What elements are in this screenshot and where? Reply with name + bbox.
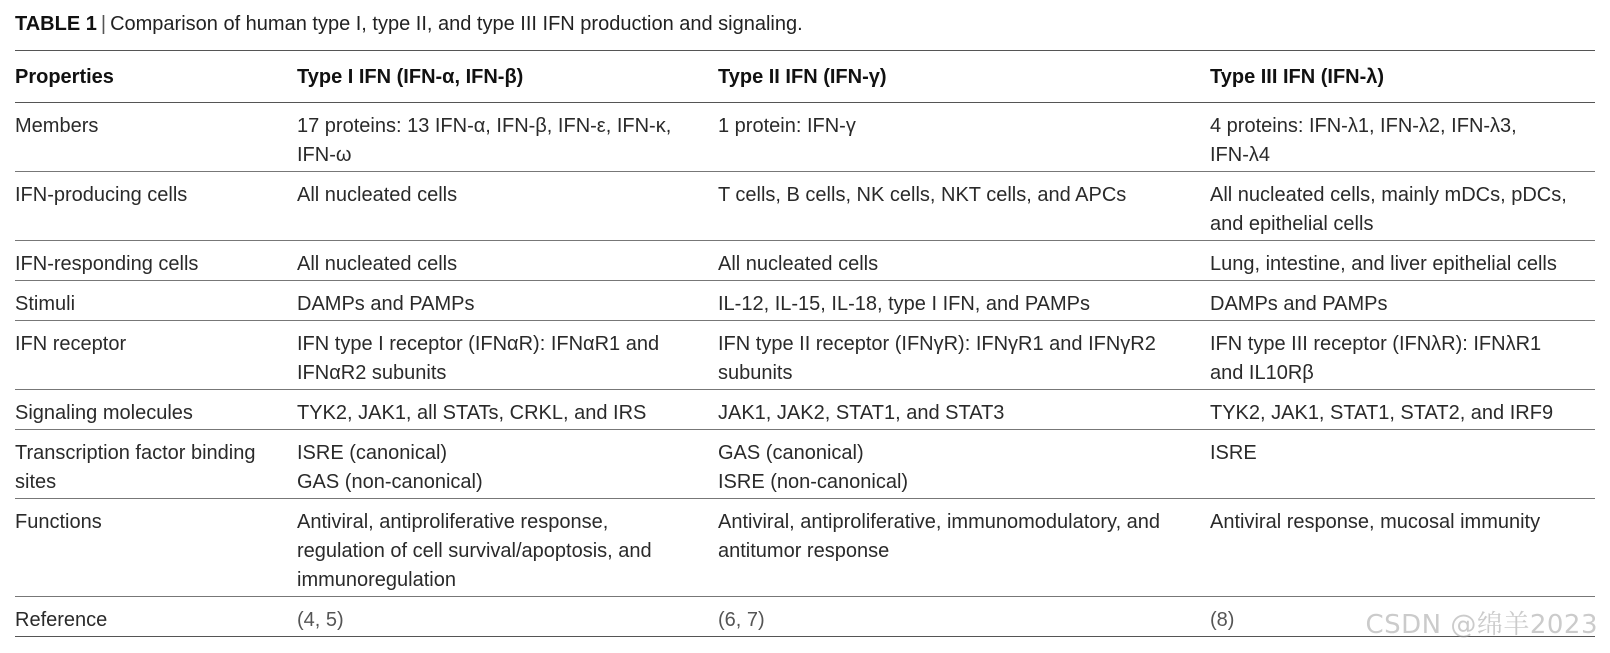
property-cell xyxy=(15,321,297,390)
table-row xyxy=(15,241,1595,281)
table-row xyxy=(15,499,1595,597)
type3-cell xyxy=(1210,499,1595,597)
property-cell xyxy=(15,597,297,637)
type3-cell xyxy=(1210,430,1595,499)
cell-line: IFN type III receptor (IFNλR): IFNλR1 xyxy=(1210,333,1542,355)
cell-line: (8) xyxy=(1210,609,1235,631)
cell-line: Antiviral, antiproliferative response, xyxy=(297,511,609,533)
cell-line: subunits xyxy=(718,362,793,384)
table-row xyxy=(15,430,1595,499)
cell-line: GAS (non-canonical) xyxy=(297,471,483,493)
cell-line: DAMPs and PAMPs xyxy=(297,293,475,315)
column-header-properties: Properties xyxy=(15,66,114,88)
cell-line: IFN-ω xyxy=(297,144,352,166)
table-body xyxy=(15,103,1595,637)
cell-line: IFN-responding cells xyxy=(15,253,199,275)
property-cell xyxy=(15,172,297,241)
cell-line: Antiviral, antiproliferative, immunomodulatory, and xyxy=(718,511,1161,533)
cell-line: All nucleated cells xyxy=(297,253,458,275)
property-cell xyxy=(15,390,297,430)
type1-cell xyxy=(297,499,718,597)
type1-cell xyxy=(297,430,718,499)
cell-line: IFN-producing cells xyxy=(15,184,188,206)
cell-line: (6, 7) xyxy=(718,609,765,631)
type3-cell xyxy=(1210,321,1595,390)
cell-line: Members xyxy=(15,115,99,137)
cell-line: Stimuli xyxy=(15,293,76,315)
type1-cell xyxy=(297,597,718,637)
type2-cell xyxy=(718,241,1210,281)
cell-line: IFN receptor xyxy=(15,333,127,355)
cell-line: and IL10Rβ xyxy=(1210,362,1314,384)
cell-line: All nucleated cells xyxy=(297,184,458,206)
cell-line: IFNαR2 subunits xyxy=(297,362,447,384)
cell-line: and epithelial cells xyxy=(1210,213,1374,235)
type2-cell xyxy=(718,172,1210,241)
cell-line: 1 protein: IFN-γ xyxy=(718,115,856,137)
cell-line: TYK2, JAK1, STAT1, STAT2, and IRF9 xyxy=(1210,402,1554,424)
table-label: TABLE 1 xyxy=(15,13,97,35)
table-header-row xyxy=(15,51,1595,103)
cell-line: 4 proteins: IFN-λ1, IFN-λ2, IFN-λ3, xyxy=(1210,115,1517,137)
type1-cell xyxy=(297,321,718,390)
type2-cell xyxy=(718,597,1210,637)
property-cell xyxy=(15,103,297,172)
cell-line: Lung, intestine, and liver epithelial cells xyxy=(1210,253,1557,275)
property-cell xyxy=(15,499,297,597)
ifn-comparison-table xyxy=(15,50,1595,637)
table-caption xyxy=(15,10,1595,50)
type2-cell xyxy=(718,430,1210,499)
cell-line: All nucleated cells, mainly mDCs, pDCs, xyxy=(1210,184,1567,206)
cell-line: regulation of cell survival/apoptosis, and xyxy=(297,540,652,562)
cell-line: DAMPs and PAMPs xyxy=(1210,293,1388,315)
type1-cell xyxy=(297,281,718,321)
cell-line: IFN type II receptor (IFNγR): IFNγR1 and IFNγR2 xyxy=(718,333,1156,355)
type3-cell xyxy=(1210,390,1595,430)
table-row xyxy=(15,390,1595,430)
cell-line: JAK1, JAK2, STAT1, and STAT3 xyxy=(718,402,1005,424)
cell-line: Transcription factor binding xyxy=(15,442,256,464)
type3-cell xyxy=(1210,241,1595,281)
cell-line: Signaling molecules xyxy=(15,402,193,424)
cell-line: antitumor response xyxy=(718,540,890,562)
type2-cell xyxy=(718,281,1210,321)
cell-line: IFN-λ4 xyxy=(1210,144,1270,166)
type3-cell xyxy=(1210,172,1595,241)
cell-line: T cells, B cells, NK cells, NKT cells, and APCs xyxy=(718,184,1127,206)
cell-line: GAS (canonical) xyxy=(718,442,864,464)
type1-cell xyxy=(297,172,718,241)
type1-cell xyxy=(297,390,718,430)
type2-cell xyxy=(718,390,1210,430)
cell-line: All nucleated cells xyxy=(718,253,879,275)
type3-cell xyxy=(1210,281,1595,321)
type2-cell xyxy=(718,499,1210,597)
document-page xyxy=(15,10,1595,637)
caption-separator: | xyxy=(100,13,107,35)
table-row xyxy=(15,103,1595,172)
property-cell xyxy=(15,430,297,499)
cell-line: (4, 5) xyxy=(297,609,344,631)
cell-line: IL-12, IL-15, IL-18, type I IFN, and PAMPs xyxy=(718,293,1091,315)
type1-cell xyxy=(297,103,718,172)
property-cell xyxy=(15,241,297,281)
cell-line: Antiviral response, mucosal immunity xyxy=(1210,511,1541,533)
cell-line: sites xyxy=(15,471,57,493)
type2-cell xyxy=(718,103,1210,172)
cell-line: 17 proteins: 13 IFN-α, IFN-β, IFN-ε, IFN-κ, xyxy=(297,115,672,137)
column-header-type1: Type I IFN (IFN-α, IFN-β) xyxy=(297,66,524,88)
cell-line: Functions xyxy=(15,511,102,533)
table-row xyxy=(15,172,1595,241)
caption-text: Comparison of human type I, type II, and type III IFN production and signaling. xyxy=(110,13,803,35)
table-row xyxy=(15,321,1595,390)
type2-cell xyxy=(718,321,1210,390)
table-row xyxy=(15,597,1595,637)
watermark: CSDN @绵羊2023 xyxy=(1365,610,1598,640)
cell-line: ISRE (canonical) xyxy=(297,442,448,464)
cell-line: ISRE (non-canonical) xyxy=(718,471,909,493)
property-cell xyxy=(15,281,297,321)
cell-line: TYK2, JAK1, all STATs, CRKL, and IRS xyxy=(297,402,647,424)
table-row xyxy=(15,281,1595,321)
column-header-type2: Type II IFN (IFN-γ) xyxy=(718,66,887,88)
cell-line: IFN type I receptor (IFNαR): IFNαR1 and xyxy=(297,333,660,355)
type1-cell xyxy=(297,241,718,281)
cell-line: immunoregulation xyxy=(297,569,456,591)
column-header-type3: Type III IFN (IFN-λ) xyxy=(1210,66,1385,88)
cell-line: ISRE xyxy=(1210,442,1257,464)
type3-cell xyxy=(1210,103,1595,172)
cell-line: Reference xyxy=(15,609,108,631)
